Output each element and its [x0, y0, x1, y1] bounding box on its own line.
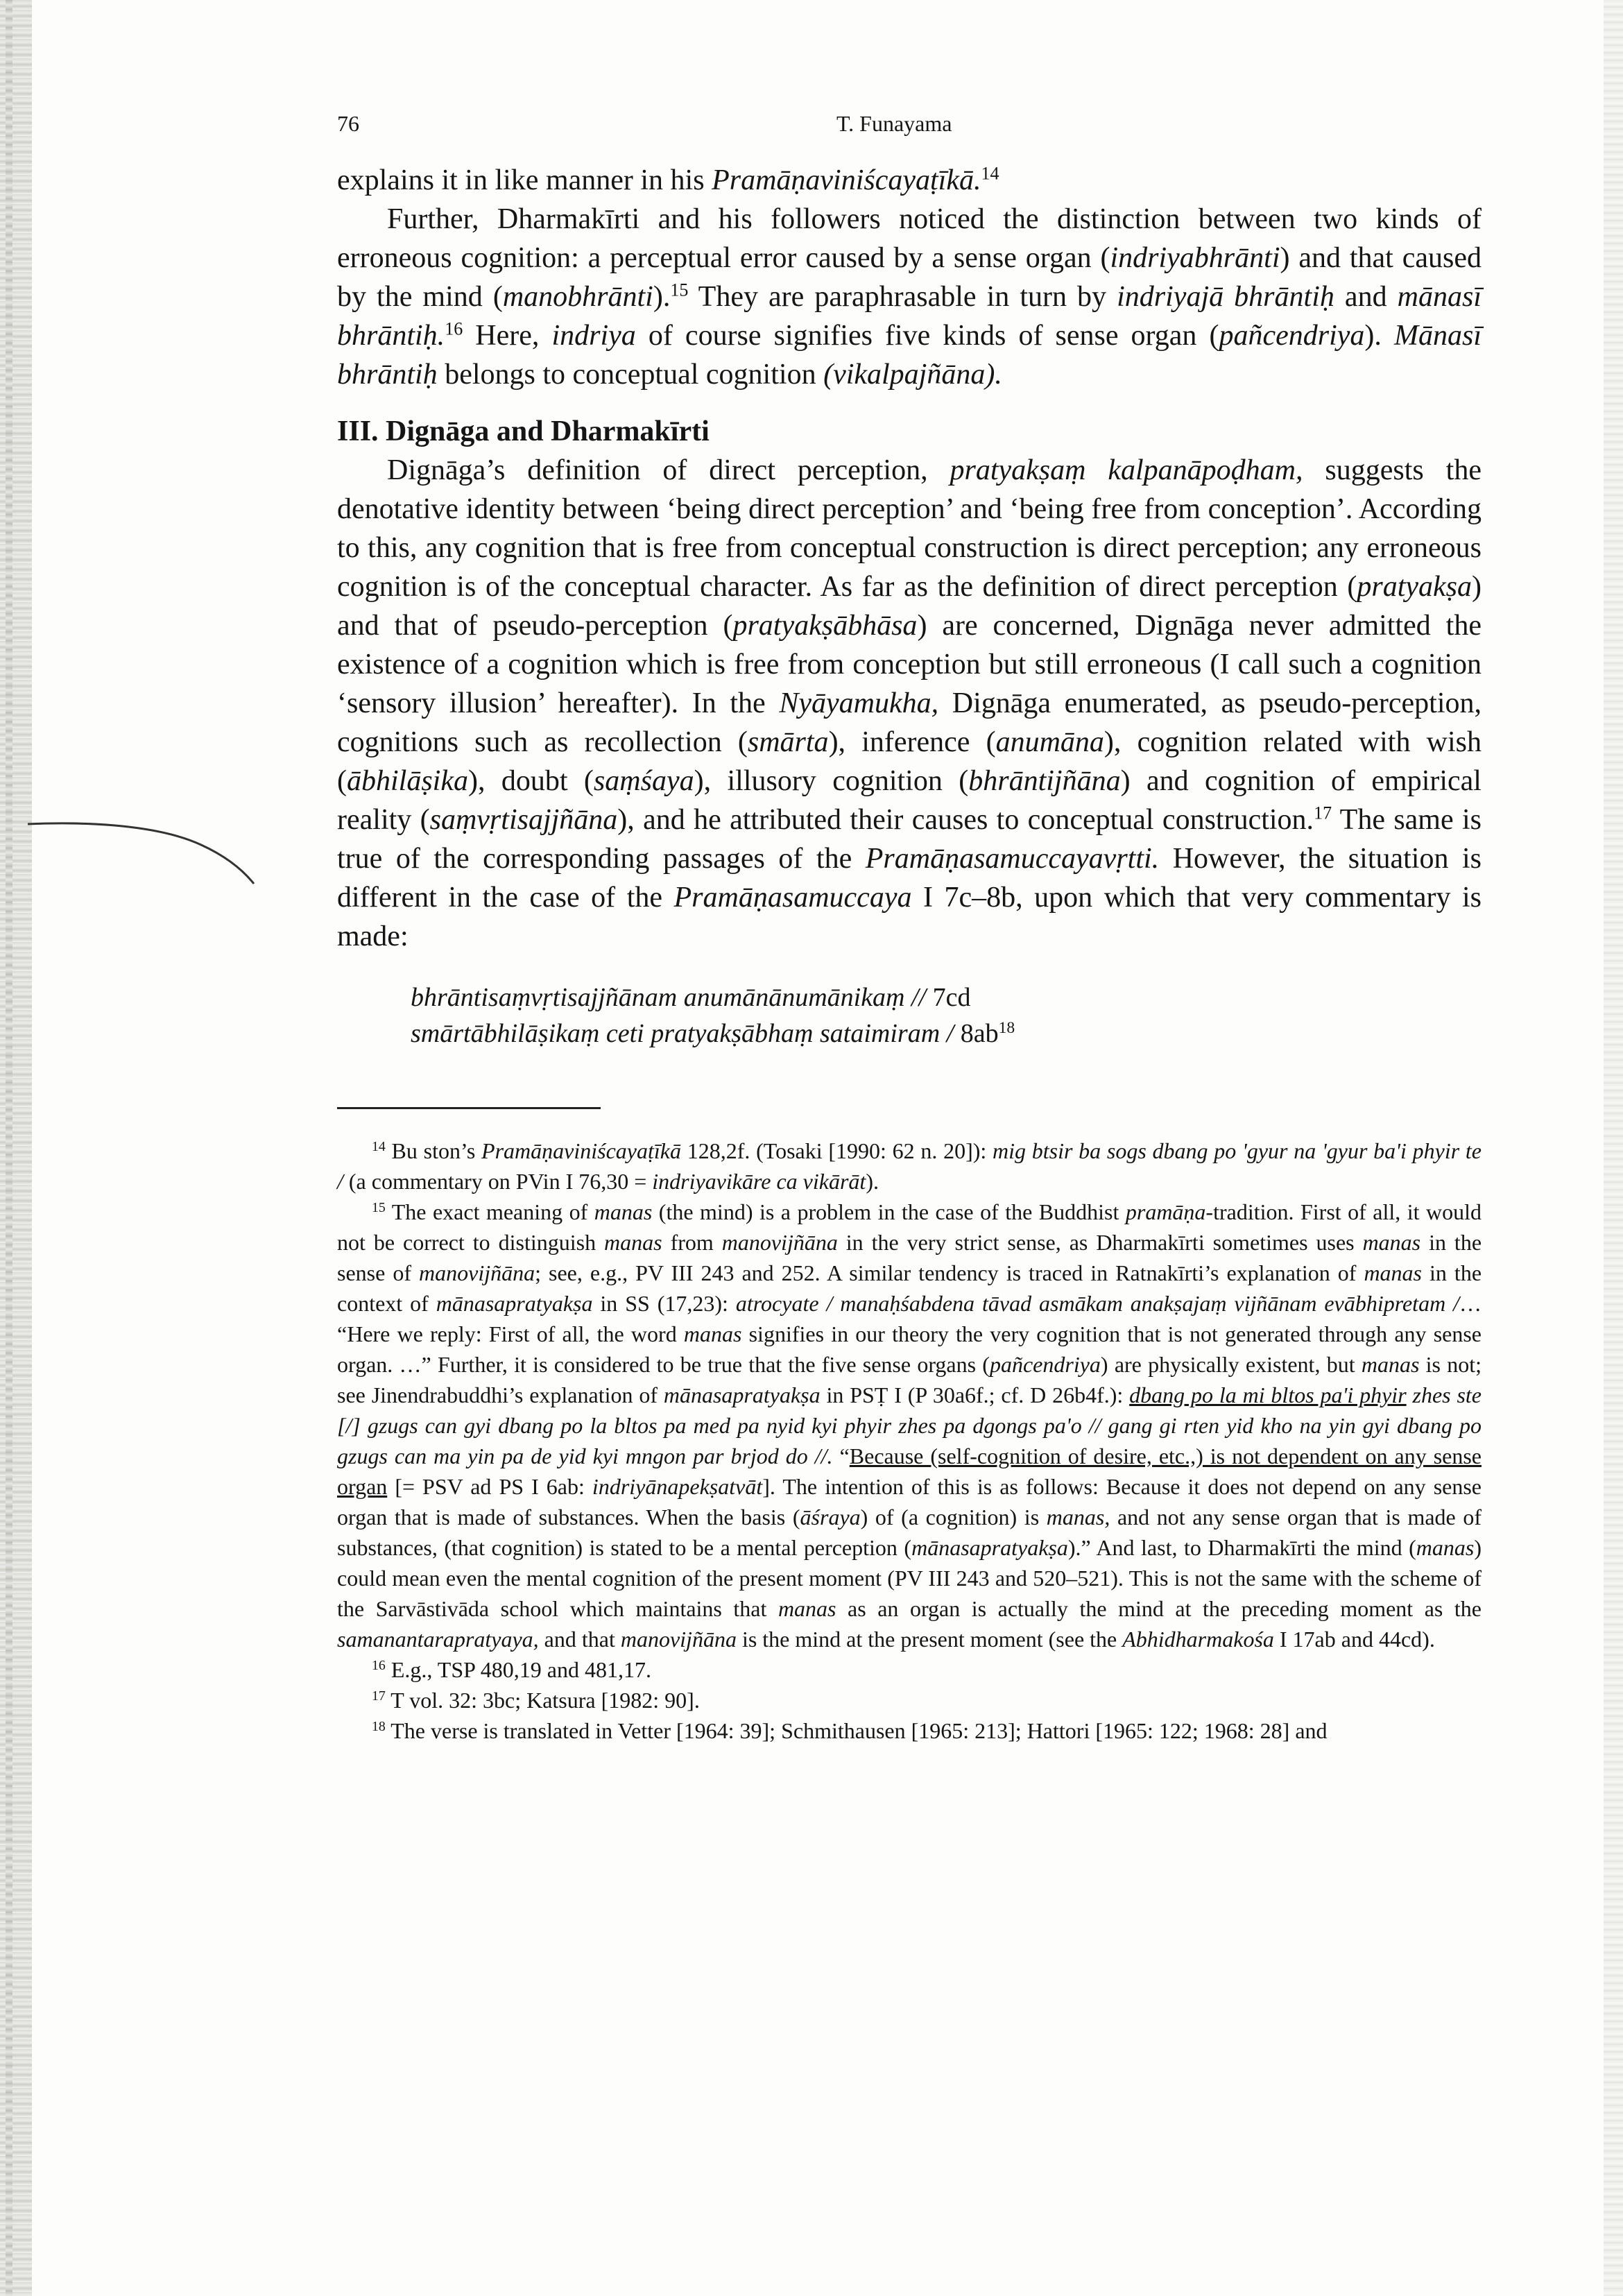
p2-text-3: ). [653, 281, 671, 313]
fn15-italic-19: manas [1416, 1535, 1475, 1560]
fn15-italic-5: manas [1362, 1230, 1421, 1255]
verse-block [411, 979, 1482, 1052]
p2-text-8: ). [1364, 320, 1394, 352]
p3-text-12: The same is true of the corresponding passages of the [337, 804, 1482, 875]
p3-italic-11: Pramāṇasamuccayavṛtti. [865, 843, 1160, 875]
fn15-text-9: in SS (17,23): [592, 1291, 736, 1316]
fn15-text-1: The exact meaning of [385, 1199, 594, 1224]
fn15-underlined-2: Because (self-cognition of desire, etc.,) is not dependent on any sense organ [337, 1443, 1482, 1499]
fn15-text-6: in the sense of [337, 1230, 1482, 1285]
fn15-italic-15: indriyānapekṣatvāt [592, 1474, 763, 1499]
fn15-text-15: “ [832, 1443, 850, 1468]
fn15-text-3: -tradition. First of all, it would not be correct to distinguish [337, 1199, 1482, 1255]
fn15-italic-1: manas [594, 1199, 653, 1224]
footnote-17-number: 17 [372, 1688, 386, 1704]
p3-italic-7: ābhilāṣika [347, 765, 468, 797]
p1-text-1: explains it in like manner in his [337, 164, 712, 196]
p3-text-9: ), illusory cognition ( [694, 765, 969, 797]
fn15-italic-13: mānasapratyakṣa [663, 1382, 821, 1407]
p2-text-1: Further, Dharmakīrti and his followers noticed the distinction between two kinds of erroneous cognition: a perceptual error caused by a sense organ ( [337, 203, 1482, 274]
fn15-text-4: from [662, 1230, 722, 1255]
fn15-text-12: ) are physically existent, but [1100, 1352, 1362, 1377]
fn15-italic-3: manas [604, 1230, 662, 1255]
footnote-18-number: 18 [372, 1719, 386, 1735]
p3-text-6: ), inference ( [828, 726, 996, 758]
p3-italic-5: smārta [747, 726, 829, 758]
fn15-italic-4: manovijñāna [721, 1230, 838, 1255]
section-heading: III. Dignāga and Dharmakīrti [337, 415, 710, 447]
scan-edge-left [0, 0, 32, 2296]
footnotes [337, 1136, 1482, 1746]
verse-line-1 [411, 979, 1482, 1016]
p3-italic-12: Pramāṇasamuccaya [673, 882, 912, 914]
margin-pencil-stroke [28, 812, 257, 888]
fn15-text-23: and that [538, 1627, 621, 1652]
fn15-text-8: in the context of [337, 1260, 1482, 1316]
footnote-ref-18: 18 [998, 1019, 1015, 1038]
running-title: T. Funayama [836, 111, 952, 136]
footnote-ref-17: 17 [1314, 803, 1332, 823]
p2-text-9: belongs to conceptual cognition [437, 359, 824, 391]
p3-text-5: Dignāga enumerated, as pseudo-perception, cognitions such as recollection ( [337, 687, 1482, 758]
fn16-text: E.g., TSP 480,19 and 481,17. [385, 1657, 651, 1682]
footnote-14 [337, 1136, 1482, 1197]
page-number: 76 [337, 111, 359, 136]
p2-text-6: Here, [463, 320, 552, 352]
footnote-17 [337, 1685, 1482, 1715]
p3-text-2: suggests the denotative identity between ‘being direct perception’ and ‘being free from conception’. According to this, any cognition that is free from conceptual construction is direct perception; any erroneous cognition is of the conceptual character. As far as the definition of direct perception ( [337, 454, 1482, 603]
fn17-text: T vol. 32: 3bc; Katsura [1982: 90]. [385, 1688, 700, 1713]
fn15-text-2: (the mind) is a problem in the case of the Buddhist [652, 1199, 1126, 1224]
footnote-18 [337, 1715, 1482, 1746]
fn15-text-11: signifies in our theory the very cognition that is not generated through any sense organ. …” Further, it is considered to be true that the five sense organs ( [337, 1321, 1482, 1377]
fn15-text-5: in the very strict sense, as Dharmakīrti sometimes uses [837, 1230, 1363, 1255]
scan-edge-right [1604, 0, 1623, 2296]
fn15-text-20: ).” And last, to Dharmakīrti the mind ( [1067, 1535, 1416, 1560]
fn14-italic-3: indriyavikāre ca vikārāt [652, 1169, 866, 1194]
fn15-text-7: ; see, e.g., PV III 243 and 252. A similar tendency is traced in Ratnakīrti’s explanation of [535, 1260, 1364, 1285]
fn15-italic-11: pañcendriya [989, 1352, 1101, 1377]
fn15-italic-22: manovijñāna [620, 1627, 737, 1652]
fn15-text-17: ]. The intention of this is as follows: Because it does not depend on any sense organ that is made of substances. When the basis ( [337, 1474, 1482, 1530]
p3-italic-4: Nyāyamukha, [779, 687, 939, 719]
p3-text-4: ) are concerned, Dignāga never admitted the existence of a cognition which is free from conception but still erroneous (I call such a cognition ‘sensory illusion’ hereafter). In the [337, 610, 1482, 719]
fn15-italic-10: manas [683, 1321, 742, 1346]
footnote-ref-14: 14 [981, 163, 999, 184]
p3-italic-3: pratyakṣābhāsa [732, 610, 918, 642]
fn14-italic-2: mig btsir ba sogs dbang po 'gyur na 'gyur ba'i phyir te / [337, 1138, 1482, 1194]
p3-italic-1: pratyakṣaṃ kalpanāpoḍham, [950, 454, 1303, 486]
p3-italic-2: pratyakṣa [1357, 571, 1472, 603]
footnote-16 [337, 1654, 1482, 1685]
fn15-italic-16: āśraya [800, 1505, 861, 1530]
running-head [337, 104, 1482, 146]
p2-text-5: and [1334, 281, 1398, 313]
p3-text-3: ) and that of pseudo-perception ( [337, 571, 1482, 642]
fn15-underlined-1: dbang po la mi bltos pa'i phyir [1129, 1382, 1407, 1407]
fn15-text-10: … “Here we reply: First of all, the word [337, 1291, 1482, 1346]
fn15-italic-14: zhes ste [/] gzugs can gyi dbang po la bltos pa med pa nyid kyi phyir zhes pa dgongs pa'o // gang gi rten yid kho na yin gyi dbang po gzugs can ma yin pa de yid kyi mngon par brjod do //. [337, 1382, 1482, 1468]
fn15-text-18: ) of (a cognition) is [860, 1505, 1047, 1530]
p3-text-13: However, the situation is different in the case of the [337, 843, 1482, 914]
fn14-text-1: Bu ston’s [385, 1138, 482, 1163]
fn15-text-13: is not; see Jinendrabuddhi’s explanation of [337, 1352, 1482, 1407]
verse-line-1-text: bhrāntisaṃvṛtisajjñānam anumānānumānikaṃ // [411, 983, 927, 1012]
fn15-text-14: in PSṬ I (P 30a6f.; cf. D 26b4f.): [820, 1382, 1130, 1407]
p3-text-11: ), and he attributed their causes to conceptual construction. [617, 804, 1314, 836]
p2-italic-3: indriyajā bhrāntiḥ [1117, 281, 1334, 313]
fn14-italic-1: Pramāṇaviniścayaṭīkā [481, 1138, 681, 1163]
p3-text-8: ), doubt ( [468, 765, 594, 797]
fn14-text-2: 128,2f. (Tosaki [1990: 62 n. 20]): [680, 1138, 993, 1163]
p2-italic-6: pañcendriya [1219, 320, 1365, 352]
fn15-italic-18: mānasapratyakṣa [911, 1535, 1068, 1560]
p2-italic-7: Mānasī bhrāntiḥ [337, 320, 1482, 391]
footnote-16-number: 16 [372, 1658, 386, 1674]
fn14-text-3: (a commentary on PVin I 76,30 = [343, 1169, 653, 1194]
fn15-italic-23: Abhidharmakośa [1122, 1627, 1274, 1652]
p3-text-14: I 7c–8b, upon which that very commentary is made: [337, 882, 1482, 952]
fn15-text-21: ) could mean even the mental cognition of the present moment (PV III 243 and 520–521). This is not the same with the scheme of the Sarvāstivāda school which maintains that [337, 1535, 1482, 1621]
p3-text-7: ), cognition related with wish ( [337, 726, 1482, 797]
fn15-text-22: as an organ is actually the mind at the preceding moment as the [836, 1596, 1482, 1621]
fn15-italic-9: atrocyate / manaḥśabdena tāvad asmākam anakṣajaṃ vijñānam evābhipretam / [735, 1291, 1459, 1316]
paragraph-2 [337, 200, 1482, 394]
p2-text-7: of course signifies five kinds of sense organ ( [635, 320, 1219, 352]
fn14-text-4: ). [866, 1169, 879, 1194]
p1-italic-1: Pramāṇaviniścayaṭīkā. [712, 164, 981, 196]
paragraph-1 [337, 161, 1482, 200]
fn15-italic-20: manas [778, 1596, 836, 1621]
fn15-italic-7: manas [1364, 1260, 1422, 1285]
p3-text-1: Dignāga’s definition of direct perception, [387, 454, 950, 486]
verse-line-2-text: smārtābhilāṣikaṃ ceti pratyakṣābhaṃ sataimiram / [411, 1019, 954, 1048]
footnote-15 [337, 1197, 1482, 1654]
fn15-text-24: is the mind at the present moment (see the [736, 1627, 1123, 1652]
p2-italic-4: mānasī bhrāntiḥ. [337, 281, 1482, 352]
p3-italic-10: saṃvṛtisajjñāna [429, 804, 618, 836]
footnote-ref-16: 16 [445, 318, 463, 339]
footnote-15-number: 15 [372, 1200, 386, 1216]
p3-italic-9: bhrāntijñāna [968, 765, 1121, 797]
fn15-text-25: I 17ab and 44cd). [1273, 1627, 1435, 1652]
fn15-italic-17: manas, [1046, 1505, 1110, 1530]
footnote-ref-15: 15 [670, 280, 689, 300]
fn15-italic-6: manovijñāna [419, 1260, 535, 1285]
p2-text-2: ) and that caused by the mind ( [337, 242, 1482, 313]
fn18-text: The verse is translated in Vetter [1964: 39]; Schmithausen [1965: 213]; Hattori [1965: 122; 1968: 28] and [385, 1718, 1328, 1743]
footnote-14-number: 14 [372, 1139, 386, 1155]
fn15-italic-2: pramāṇa [1125, 1199, 1206, 1224]
verse-line-2-ref: 8ab [954, 1019, 999, 1048]
p2-italic-5: indriya [551, 320, 636, 352]
p3-italic-6: anumāna [995, 726, 1104, 758]
fn15-text-19: and not any sense organ that is made of substances, (that cognition) is stated to be a mental perception ( [337, 1505, 1482, 1560]
p3-italic-8: saṃśaya [593, 765, 694, 797]
p2-italic-2: manobhrānti [502, 281, 653, 313]
fn15-text-16: [= PSV ad PS I 6ab: [387, 1474, 592, 1499]
verse-line-1-ref: 7cd [926, 983, 971, 1012]
p2-text-4: They are paraphrasable in turn by [688, 281, 1117, 313]
fn15-italic-21: samanantarapratyaya, [337, 1627, 539, 1652]
verse-line-2 [411, 1016, 1482, 1052]
paragraph-3 [337, 451, 1482, 956]
p2-italic-8: (vikalpajñāna). [823, 359, 1002, 391]
fn15-italic-12: manas [1361, 1352, 1420, 1377]
footnote-divider [337, 1107, 601, 1109]
p3-text-10: ) and cognition of empirical reality ( [337, 765, 1482, 836]
fn15-italic-8: mānasapratyakṣa [436, 1291, 593, 1316]
p2-italic-1: indriyabhrānti [1110, 242, 1280, 274]
paper-page [337, 104, 1482, 1746]
